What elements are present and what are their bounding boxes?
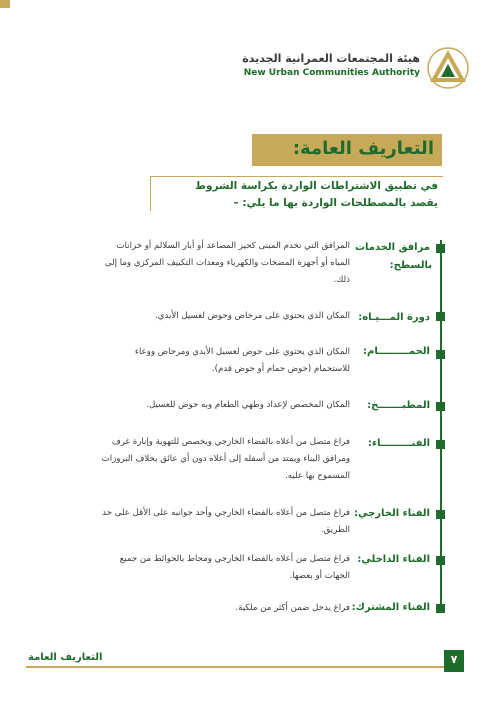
intro-line-2: يقصد بالمصطلحات الواردة بها ما يلي: – (233, 197, 438, 209)
definition-term: الحمـــــــــام: (363, 346, 430, 357)
definition-text: المكان الذي يحتوي على حوض لغسيل الأيدي ومرحاض ووعاء للاستحمام (حوض حمام أو حوض قدم). (134, 347, 350, 374)
definition-bullet (436, 312, 445, 321)
definition-text: فراغ متصل من أعلاه بالفضاء الخارجي وأحد جوانبه على الأقل على حد الطريق. (102, 508, 350, 535)
org-name-arabic: هيئة المجتمعات العمرانية الجديدة (242, 52, 420, 65)
definition-text: المكان المخصص لإعداد وطهي الطعام وبه حوض للغسيل. (146, 400, 350, 410)
nuca-logo-icon (426, 44, 470, 90)
definition-term: الفناء الخارجي: (353, 508, 430, 519)
definition-text: فراغ يدخل ضمن أكثر من ملكية. (235, 603, 350, 613)
definition-bullet (436, 244, 445, 253)
definition-term-cont: بالسطح: (389, 260, 432, 271)
definition-term: مرافق الخدمات (354, 242, 430, 253)
definition-bullet (436, 440, 445, 449)
page-title: التعاريف العامة: (292, 138, 434, 159)
section-title-banner (252, 134, 442, 166)
definition-bullet (436, 510, 445, 519)
footer-rule (26, 666, 444, 668)
definition-text: فراغ متصل من أعلاه بالفضاء الخارجي ويخصص للتهوية وإنارة غرف ومرافق البناء ويمتد من أسفله إلى أعلاه دون أي عائق بخلاف البروزات المسموح بها عليه. (101, 437, 350, 481)
definition-text: المرافق التي تخدم المبنى كحيز المصاعد أو أبار السلالم أو خزانات المياه أو أجهزة المضخات والكهرباء ومعدات التكييف المركزي وما إلى ذلك. (104, 241, 350, 285)
definition-term: الفناء الداخلي: (357, 554, 430, 565)
definition-bullet (436, 556, 445, 565)
definition-term: الفناء المشترك: (351, 602, 430, 613)
left-accent-stripe (0, 0, 10, 8)
definition-term: دورة المـــيـاه: (358, 312, 430, 323)
definition-text: المكان الذي يحتوي على مرحاض وحوض لغسيل الأيدي. (155, 311, 350, 321)
definition-bullet (436, 402, 445, 411)
org-name-english: New Urban Communities Authority (243, 68, 420, 78)
intro-line-1: في تطبيق الاشتراطات الواردة بكراسة الشروط (195, 180, 438, 192)
footer-title: التعاريف العامة (28, 652, 103, 663)
definition-text: فراغ متصل من أعلاه بالفضاء الخارجي ومحاط بالحوائط من جميع الجهات أو بعضها. (119, 554, 350, 581)
definition-bullet (436, 350, 445, 359)
page-number: ٧ (450, 653, 458, 666)
definition-bullet (436, 604, 445, 613)
page-number-badge (444, 650, 464, 672)
definition-term: المطبـــــــخ: (367, 400, 430, 411)
definition-term: الفنـــــــــاء: (367, 438, 430, 449)
